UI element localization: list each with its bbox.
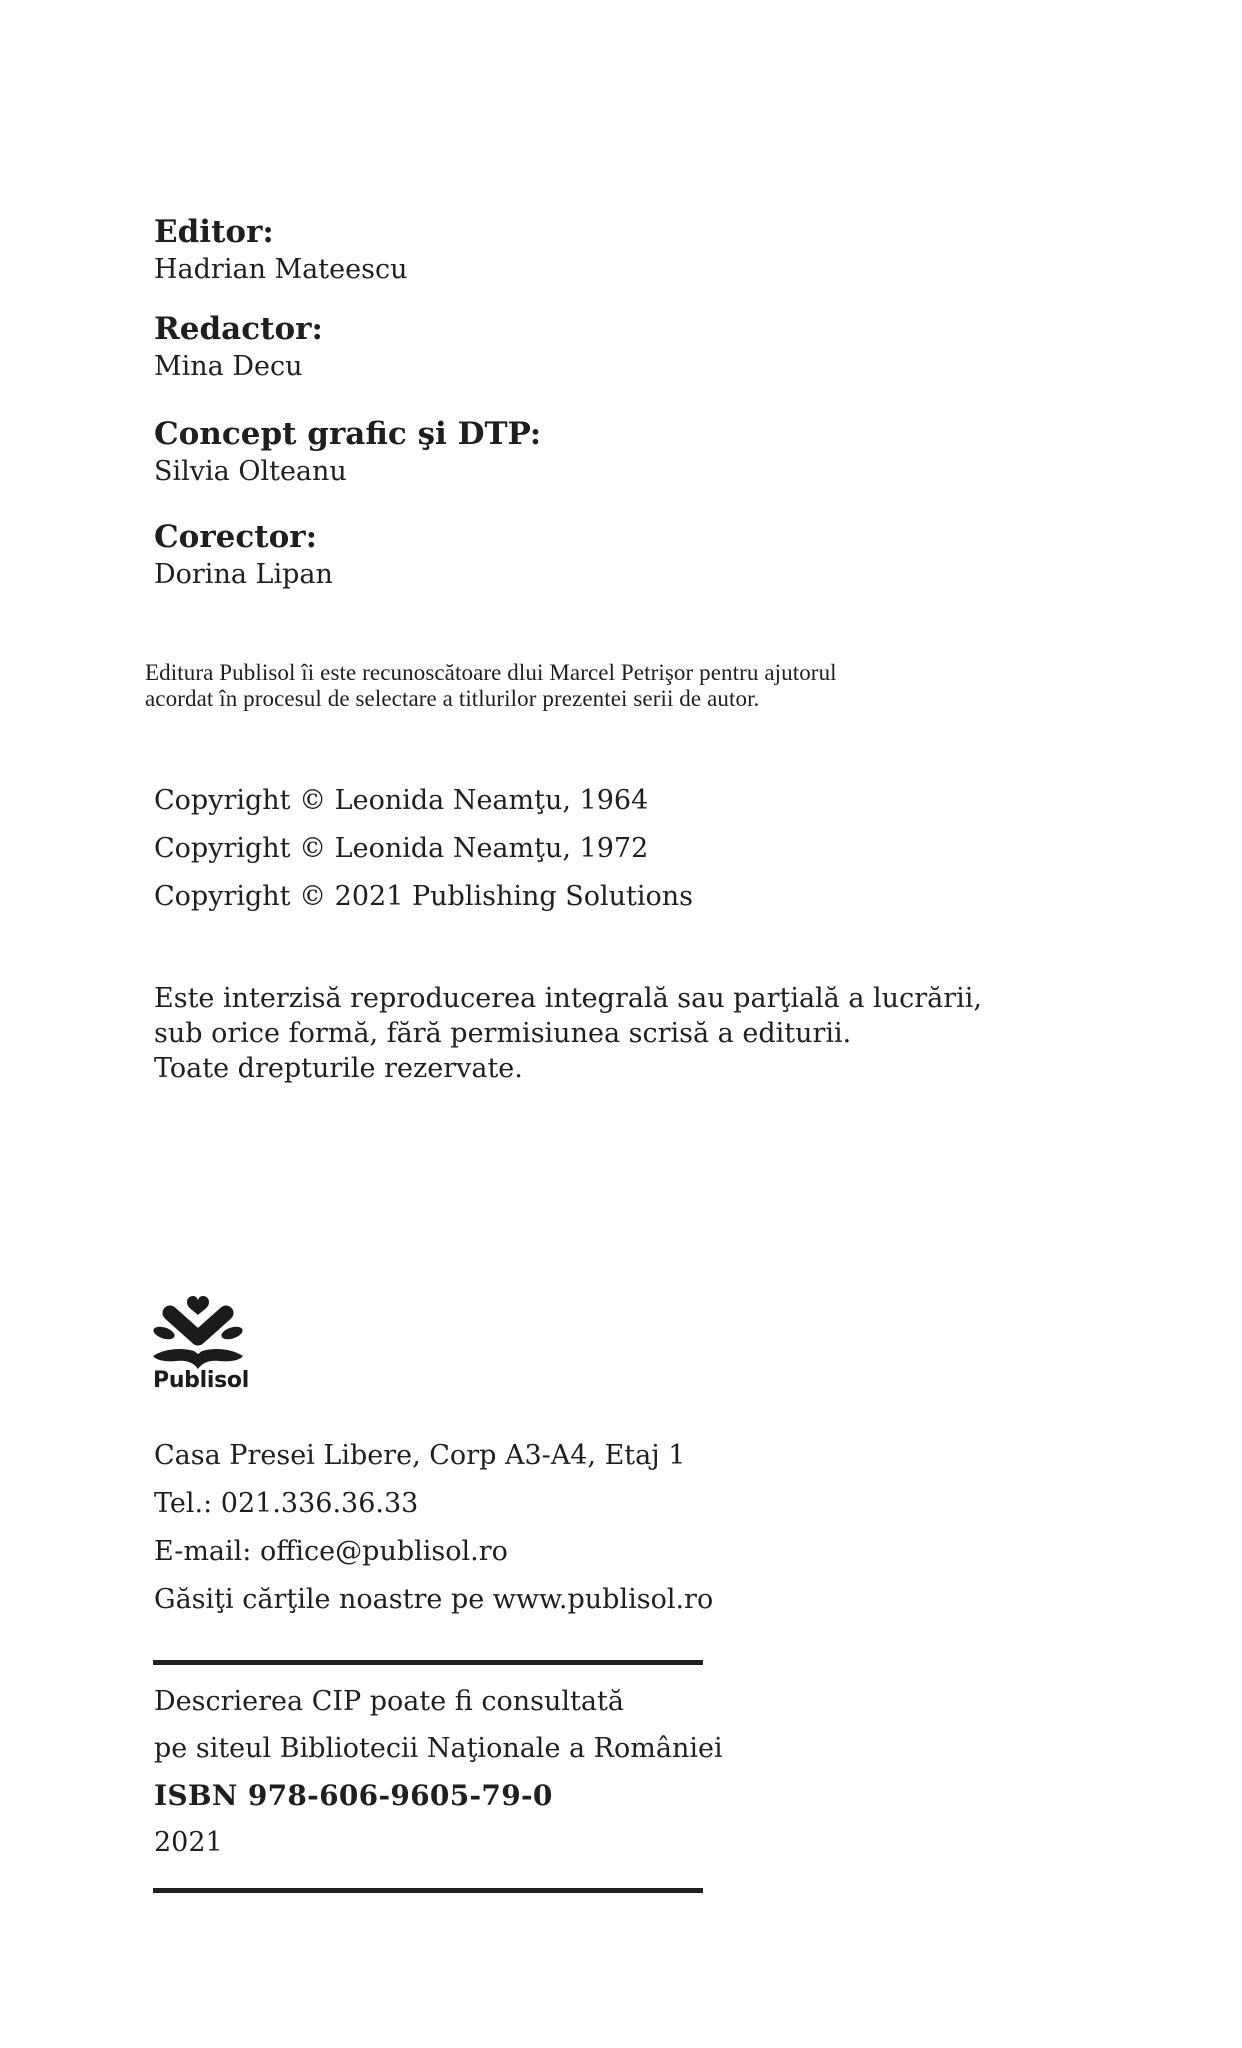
right-ray-icon xyxy=(220,1324,244,1341)
publisher-phone: Tel.: 021.336.36.33 xyxy=(154,1488,419,1519)
publisher-contact xyxy=(154,1432,713,1624)
copyright-block xyxy=(154,777,693,921)
credit-role-corector: Corector: xyxy=(154,519,318,555)
copyright-line-3: Copyright © 2021 Publishing Solutions xyxy=(154,881,693,912)
credit-role-redactor: Redactor: xyxy=(154,311,323,347)
left-ray-icon xyxy=(152,1324,176,1341)
isbn: ISBN 978-606-9605-79-0 xyxy=(154,1779,553,1812)
credit-group-corector xyxy=(154,518,333,594)
acknowledgment-line-1: Editura Publisol îi este recunoscătoare dlui Marcel Petrişor pentru ajutorul xyxy=(145,660,837,685)
cip-line-2: pe siteul Bibliotecii Naţionale a României xyxy=(154,1733,723,1764)
credit-group-dtp xyxy=(154,415,541,491)
credit-group-redactor xyxy=(154,310,323,386)
rights-line-3: Toate drepturile rezervate. xyxy=(154,1053,523,1084)
publisol-logo-text: Publisol xyxy=(153,1368,249,1393)
credit-name-editor: Hadrian Mateescu xyxy=(154,254,408,285)
rights-line-1: Este interzisă reproducerea integrală sau parţială a lucrării, xyxy=(154,983,982,1014)
publisher-address: Casa Presei Libere, Corp A3-A4, Etaj 1 xyxy=(154,1440,686,1471)
publisol-logo-mark xyxy=(152,1295,248,1371)
acknowledgment-paragraph xyxy=(145,660,837,712)
cip-block xyxy=(154,1678,723,1866)
credit-name-redactor: Mina Decu xyxy=(154,351,303,382)
divider-top xyxy=(153,1660,703,1665)
credit-name-dtp: Silvia Olteanu xyxy=(154,456,347,487)
acknowledgment-line-2: acordat în procesul de selectare a titlurilor prezentei serii de autor. xyxy=(145,686,760,711)
chevron-icon xyxy=(170,1313,226,1338)
copyright-line-2: Copyright © Leonida Neamţu, 1972 xyxy=(154,833,649,864)
publisher-email: E-mail: office@publisol.ro xyxy=(154,1536,508,1567)
cip-year: 2021 xyxy=(154,1827,223,1858)
credit-role-dtp: Concept grafic şi DTP: xyxy=(154,416,542,452)
credit-group-editor xyxy=(154,213,407,289)
copyright-line-1: Copyright © Leonida Neamţu, 1964 xyxy=(154,785,649,816)
heart-icon xyxy=(187,1296,209,1315)
cip-line-1: Descrierea CIP poate fi consultată xyxy=(154,1686,624,1717)
divider-bottom xyxy=(153,1888,703,1893)
rights-line-2: sub orice formă, fără permisiunea scrisă a editurii. xyxy=(154,1018,852,1049)
rights-notice xyxy=(154,981,982,1086)
open-book-icon xyxy=(153,1349,243,1369)
credit-role-editor: Editor: xyxy=(154,214,274,250)
publisher-website: Găsiţi cărţile noastre pe www.publisol.ro xyxy=(154,1584,714,1615)
credit-name-corector: Dorina Lipan xyxy=(154,559,333,590)
